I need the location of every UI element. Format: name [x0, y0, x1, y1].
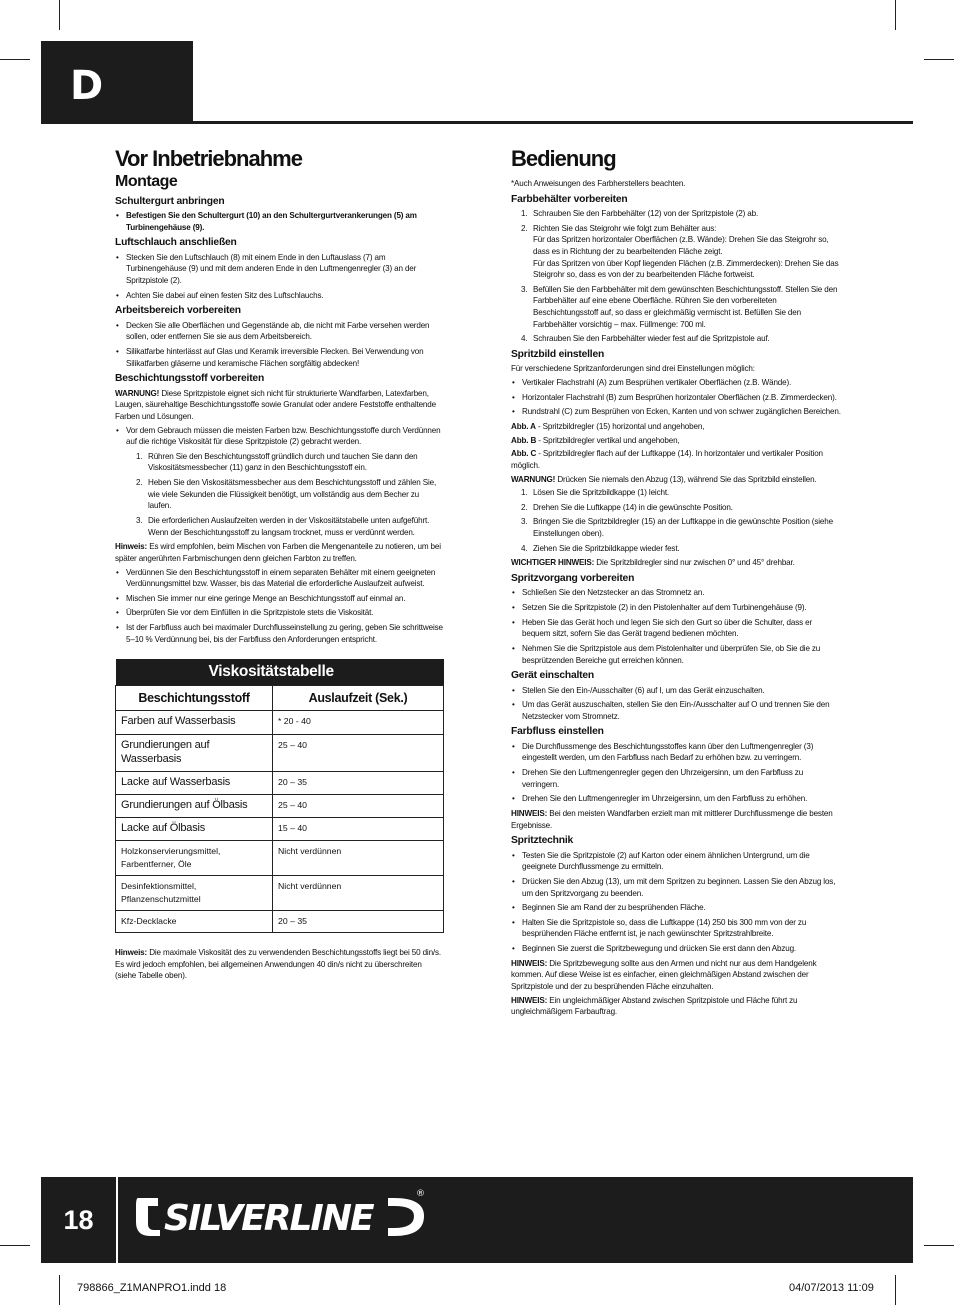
step-number: 2.	[521, 502, 528, 512]
note-paragraph	[115, 947, 443, 982]
list-item: • Drehen Sie den Luftmengenregler im Uhrzeigersinn, um den Farbfluss zu erhöhen.	[511, 793, 841, 805]
list-item: • Halten Sie die Spritzpistole so, dass die Luftkappe (14) 250 bis 300 mm von der zu besprühenden Fläche entfernt ist, je nach gewünschter Spritzstrahlbreite.	[511, 917, 841, 940]
list-item: • Befestigen Sie den Schultergurt (10) an den Schultergurtverankerungen (5) am Turbinengehäuse (9).	[115, 210, 443, 233]
table-cell: Kfz-Decklacke	[116, 911, 273, 933]
step-number: 3.	[521, 284, 528, 294]
section-title: Bedienung	[511, 146, 616, 171]
heading-beschichtungsstoff: Beschichtungsstoff vorbereiten	[115, 373, 265, 385]
table-row	[116, 817, 444, 840]
figure-text: - Spritzbildregler (15) horizontal und angehoben,	[535, 421, 705, 431]
language-letter: D	[70, 63, 104, 109]
table-row	[116, 734, 444, 771]
note-text: Bei den meisten Wandfarben erzielt man mit mittlerer Durchflussmenge die besten Ergebnisse.	[511, 808, 833, 830]
numbered-list	[511, 487, 841, 554]
note-label: HINWEIS:	[511, 808, 548, 818]
note-text: Die Spritzbewegung sollte aus den Armen und nicht nur aus dem Handgelenk kommen. Auf diese Weise ist es einfacher, einen gleichmäßigen Abstand zwischen der Spritzpistole und der zu besprühenden Fläche einzuhalten.	[511, 958, 817, 992]
figure-text: - Spritzbildregler flach auf der Luftkappe (14). In horizontaler und vertikaler Position möglich.	[511, 449, 823, 470]
step-number: 1.	[521, 488, 528, 498]
table-row	[116, 875, 444, 910]
language-tab	[41, 41, 193, 124]
bullet-list	[115, 425, 443, 539]
table-cell: Farben auf Wasserbasis	[116, 710, 273, 734]
step-item	[511, 502, 841, 514]
step-number: 3.	[521, 517, 528, 527]
warning-text: Diese Spritzpistole eignet sich nicht für strukturierte Wandfarben, Latexfarben, Laugen, säurehaltige Beschichtungsstoffe sowie Granulat oder andere Feststoffe enthaltende Farben und Lösungen.	[115, 388, 436, 421]
crop-mark	[895, 1275, 896, 1305]
list-item: • Mischen Sie immer nur eine geringe Menge an Beschichtungsstoff auf einmal an.	[115, 593, 443, 605]
table-cell: 20 – 35	[273, 771, 444, 794]
list-item: • Stecken Sie den Luftschlauch (8) mit einem Ende in den Luftauslass (7) am Turbinengehäuse (9) und mit dem anderen Ende in den Luftmengenregler (3) an der Spritzpistole (2).	[115, 252, 443, 287]
list-item: • Überprüfen Sie vor dem Einfüllen in die Spritzpistole stets die Viskosität.	[115, 607, 443, 619]
table-row	[116, 794, 444, 817]
table-caption: Viskositätstabelle	[116, 659, 444, 685]
figure-label: Abb. B	[511, 435, 537, 445]
step-text: Rühren Sie den Beschichtungsstoff gründlich durch und tauchen Sie dann den Viskositätsmessbecher (11) ganz in den Beschichtungsstoff ein.	[148, 451, 418, 473]
list-item: • Beginnen Sie zuerst die Spritzbewegung und drücken Sie erst dann den Abzug.	[511, 943, 841, 955]
table-cell: * 20 - 40	[273, 710, 444, 734]
note-label: Hinweis:	[115, 948, 148, 958]
list-item: • Verdünnen Sie den Beschichtungsstoff in einem separaten Behälter mit einem geeigneten Verdünnungsmittel bzw. Wasser, bis das Material die erforderliche Auslaufzeit aufweist.	[115, 567, 443, 590]
table-row	[116, 840, 444, 875]
note-label: HINWEIS:	[511, 995, 548, 1005]
heading-spritzvorgang: Spritzvorgang vorbereiten	[511, 572, 635, 584]
crop-mark	[59, 0, 60, 30]
step-text: Ziehen Sie die Spritzbildkappe wieder fest.	[533, 543, 680, 553]
step-number: 3.	[136, 515, 143, 525]
note-label: WICHTIGER HINWEIS:	[511, 558, 595, 568]
registered-mark: ®	[416, 1189, 425, 1199]
warning-paragraph	[115, 388, 443, 423]
table-cell: Lacke auf Wasserbasis	[116, 771, 273, 794]
table-cell: 20 – 35	[273, 911, 444, 933]
brand-name: SILVERLINE	[164, 1198, 373, 1239]
table-cell: Grundierungen auf Wasserbasis	[116, 734, 273, 771]
table-row	[116, 911, 444, 933]
crop-mark	[924, 59, 954, 60]
crop-mark	[0, 59, 30, 60]
list-item: • Silikatfarbe hinterlässt auf Glas und Keramik irreversible Flecken. Bei Verwendung von Silikatfarben gläserne und keramische Flächen sorgfältig abdecken!	[115, 346, 443, 369]
numbered-list	[511, 208, 841, 345]
list-item: • Decken Sie alle Oberflächen und Gegenstände ab, die nicht mit Farbe versehen werden sollen, oder entfernen Sie sie aus dem Arbeitsbereich.	[115, 320, 443, 343]
crop-mark	[59, 1275, 60, 1305]
column-header: Auslaufzeit (Sek.)	[273, 685, 444, 710]
note-paragraph	[511, 995, 841, 1018]
warning-text: Drücken Sie niemals den Abzug (13), während Sie das Spritzbild einstellen.	[555, 474, 817, 484]
step-number: 2.	[136, 478, 143, 488]
list-item: • Schließen Sie den Netzstecker an das Stromnetz an.	[511, 587, 841, 599]
step-text: Drehen Sie die Luftkappe (14) in die gewünschte Position.	[533, 502, 733, 512]
numbered-list	[126, 451, 443, 538]
list-item: • Rundstrahl (C) zum Besprühen von Ecken, Kanten und von schwer zugänglichen Bereichen.	[511, 406, 841, 418]
step-item	[511, 284, 841, 331]
figure-label: Abb. A	[511, 421, 536, 431]
step-number: 4.	[521, 334, 528, 344]
bullet-list	[115, 252, 443, 302]
note-paragraph	[511, 808, 841, 831]
crop-mark	[924, 1245, 954, 1246]
figure-label: Abb. C	[511, 449, 537, 459]
list-item: • Ist der Farbfluss auch bei maximaler Durchflusseinstellung zu gering, geben Sie schrittweise 5–10 % Verdünnung bei, bis der Farbfluss den Anforderungen entspricht.	[115, 622, 443, 645]
step-text: Schrauben Sie den Farbbehälter wieder fest auf die Spritzpistole auf.	[533, 334, 770, 344]
list-item-text: Vor dem Gebrauch müssen die meisten Farben bzw. Beschichtungsstoffe durch Verdünnen auf die richtige Viskosität für diese Spritzpistole (2) gebracht werden.	[126, 425, 441, 447]
important-note	[511, 557, 841, 569]
crop-mark	[0, 1245, 30, 1246]
footer-file-slug: 798866_Z1MANPRO1.indd 18	[77, 1282, 227, 1294]
heading-arbeitsbereich: Arbeitsbereich vorbereiten	[115, 305, 241, 317]
step-number: 1.	[521, 208, 528, 218]
list-item: • Die Durchflussmenge des Beschichtungsstoffes kann über den Luftmengenregler (3) eingestellt werden, um den Farbfluss nach Bedarf zu erhöhen bzw. zu verringern.	[511, 741, 841, 764]
warning-label: WARNUNG!	[115, 388, 160, 398]
list-item	[115, 425, 443, 539]
step-text: Für das Spritzen horizontaler Oberflächen (z.B. Wände): Drehen Sie das Steigrohr so, dass es in Richtung der zu bearbeitenden Fläche zeigt.	[533, 235, 829, 256]
note-label: Hinweis:	[115, 542, 148, 552]
step-number: 4.	[521, 543, 528, 553]
heading-geraet-einschalten: Gerät einschalten	[511, 670, 595, 682]
bullet-list	[115, 320, 443, 370]
table-row	[116, 771, 444, 794]
table-cell: Grundierungen auf Ölbasis	[116, 794, 273, 817]
intro-note: *Auch Anweisungen des Farbherstellers beachten.	[511, 179, 686, 188]
list-item: • Beginnen Sie am Rand der zu besprühenden Fläche.	[511, 902, 841, 914]
table-cell: 25 – 40	[273, 794, 444, 817]
paragraph: Für verschiedene Spritzanforderungen sind drei Einstellungen möglich:	[511, 364, 755, 374]
step-item	[511, 543, 841, 555]
step-text: Schrauben Sie den Farbbehälter (12) von der Spritzpistole (2) ab.	[533, 208, 759, 218]
table-cell: 15 – 40	[273, 817, 444, 840]
table-row	[116, 710, 444, 734]
table-cell: Lacke auf Ölbasis	[116, 817, 273, 840]
list-item: • Vertikaler Flachstrahl (A) zum Besprühen vertikaler Oberflächen (z.B. Wände).	[511, 377, 841, 389]
step-text: Richten Sie das Steigrohr wie folgt zum Behälter aus:	[533, 223, 717, 233]
step-text: Heben Sie den Viskositätsmessbecher aus dem Beschichtungsstoff und zählen Sie, wie viele Sekunden die Flüssigkeit benötigt, um vollständig aus dem Becher zu laufen.	[148, 478, 437, 511]
table-cell: Nicht verdünnen	[273, 840, 444, 875]
heading-luftschlauch: Luftschlauch anschließen	[115, 237, 237, 249]
heading-spritzbild: Spritzbild einstellen	[511, 349, 605, 361]
figure-note	[511, 448, 841, 471]
step-text: Die erforderlichen Auslaufzeiten werden in der Viskositätstabelle unten aufgeführt. Wenn der Beschichtungsstoff zu langsam trocknet, muss er verdünnt werden.	[148, 515, 430, 537]
list-item: • Stellen Sie den Ein-/Ausschalter (6) auf I, um das Gerät einzuschalten.	[511, 685, 841, 697]
list-item: • Testen Sie die Spritzpistole (2) auf Karton oder einem ähnlichen Untergrund, um die geeignete Durchflussmenge zu ermitteln.	[511, 850, 841, 873]
note-text: Die maximale Viskosität des zu verwendenden Beschichtungsstoffs liegt bei 50 din/s. Es wird jedoch empfohlen, bei allgemeinen Anwendungen 40 din/s nicht zu überschreiten (siehe Tabelle oben).	[115, 948, 442, 981]
list-item: • Nehmen Sie die Spritzpistole aus dem Pistolenhalter und überprüfen Sie, ob Sie die zu besprützenden Bereiche gut erreichen können.	[511, 643, 841, 666]
note-text: Die Spritzbildregler sind nur zwischen 0° und 45° drehbar.	[594, 558, 795, 568]
list-item: • Drücken Sie den Abzug (13), um mit dem Spritzen zu beginnen. Lassen Sie den Abzug los, um den Spritzvorgang zu beenden.	[511, 876, 841, 899]
note-text: Ein ungleichmäßiger Abstand zwischen Spritzpistole und Fläche führt zu ungleichmäßigem Farbauftrag.	[511, 995, 798, 1017]
step-text: Lösen Sie die Spritzbildkappe (1) leicht.	[533, 488, 670, 498]
step-item	[511, 208, 841, 220]
step-item	[511, 516, 841, 539]
step-item	[126, 515, 443, 538]
note-label: HINWEIS:	[511, 958, 548, 968]
footer-date-slug: 04/07/2013 11:09	[789, 1282, 874, 1294]
bullet-list	[115, 567, 443, 646]
bullet-list	[511, 587, 841, 666]
note-paragraph	[511, 958, 841, 993]
step-item	[126, 477, 443, 512]
list-item: • Heben Sie das Gerät hoch und legen Sie sich den Gurt so über die Schulter, dass er bequem sitzt, sofern Sie das Gerät tragend bedienen möchten.	[511, 617, 841, 640]
list-item: • Achten Sie dabei auf einen festen Sitz des Luftschlauchs.	[115, 290, 443, 302]
warning-paragraph	[511, 474, 841, 486]
warning-label: WARNUNG!	[511, 474, 556, 484]
heading-farbfluss: Farbfluss einstellen	[511, 726, 604, 738]
list-item: • Setzen Sie die Spritzpistole (2) in den Pistolenhalter auf dem Turbinengehäuse (9).	[511, 602, 841, 614]
step-text: Befüllen Sie den Farbbehälter mit dem gewünschten Beschichtungsstoff. Stellen Sie den Farbbehälter auf eine ebene Oberfläche. Rühren Sie den vorbereiteten Beschichtungsstoff auf, so dass er gleichmäßig vermischt ist. Befüllen Sie den Farbbehälter vorsichtig – max. Füllmenge: 700 ml.	[533, 284, 838, 329]
step-item	[511, 487, 841, 499]
list-item: • Drehen Sie den Luftmengenregler gegen den Uhrzeigersinn, um den Farbfluss zu verringern.	[511, 767, 841, 790]
table-cell: Desinfektionsmittel, Pflanzenschutzmittel	[116, 875, 273, 910]
section-subtitle: Montage	[115, 173, 178, 190]
crop-mark	[895, 0, 896, 30]
table-cell: Nicht verdünnen	[273, 875, 444, 910]
table-cell: Holzkonservierungsmittel, Farbentferner, Öle	[116, 840, 273, 875]
bullet-list	[115, 210, 443, 233]
list-item: • Um das Gerät auszuschalten, stellen Sie den Ein-/Ausschalter auf O und trennen Sie den Netzstecker vom Stromnetz.	[511, 699, 841, 722]
silverline-logo	[132, 1184, 432, 1246]
heading-farbbehaelter: Farbbehälter vorbereiten	[511, 193, 628, 205]
page-number: 18	[63, 1204, 94, 1235]
step-number: 1.	[136, 451, 143, 461]
note-text: Es wird empfohlen, beim Mischen von Farben die Mengenanteile zu notieren, um bei später angerührten Farbmischungen denn gleichen Farbton zu treffen.	[115, 542, 441, 563]
step-item	[511, 333, 841, 345]
column-header: Beschichtungsstoff	[116, 685, 273, 710]
bullet-list	[511, 850, 841, 955]
note-paragraph	[115, 541, 443, 564]
figure-note	[511, 421, 841, 433]
bullet-list	[511, 377, 841, 418]
figure-text: - Spritzbildregler vertikal und angehoben,	[536, 435, 680, 445]
step-item	[126, 451, 443, 474]
viscosity-table	[115, 659, 444, 933]
table-cell: 25 – 40	[273, 734, 444, 771]
header-rule	[193, 121, 913, 124]
step-text: Für das Spritzen von über Kopf liegenden Flächen (z.B. Zimmerdecken): Drehen Sie das Steigrohr so, dass es von der zu bearbeitenden Fläche fortweist.	[533, 258, 839, 280]
step-item	[511, 223, 841, 281]
right-column	[511, 148, 841, 1020]
heading-schultergurt: Schultergurt anbringen	[115, 195, 225, 207]
step-text: Bringen Sie die Spritzbildregler (15) an der Luftkappe in die gewünschte Position (siehe Einstellungen oben).	[533, 517, 833, 539]
left-column	[115, 148, 443, 984]
bullet-list	[511, 685, 841, 723]
heading-spritztechnik: Spritztechnik	[511, 835, 574, 847]
step-number: 2.	[521, 223, 528, 233]
section-title: Vor Inbetriebnahme	[115, 146, 302, 171]
figure-note	[511, 435, 841, 447]
list-item: • Horizontaler Flachstrahl (B) zum Besprühen horizontaler Oberflächen (z.B. Zimmerdecken).	[511, 392, 841, 404]
footer-divider	[116, 1177, 118, 1263]
bullet-list	[511, 741, 841, 805]
